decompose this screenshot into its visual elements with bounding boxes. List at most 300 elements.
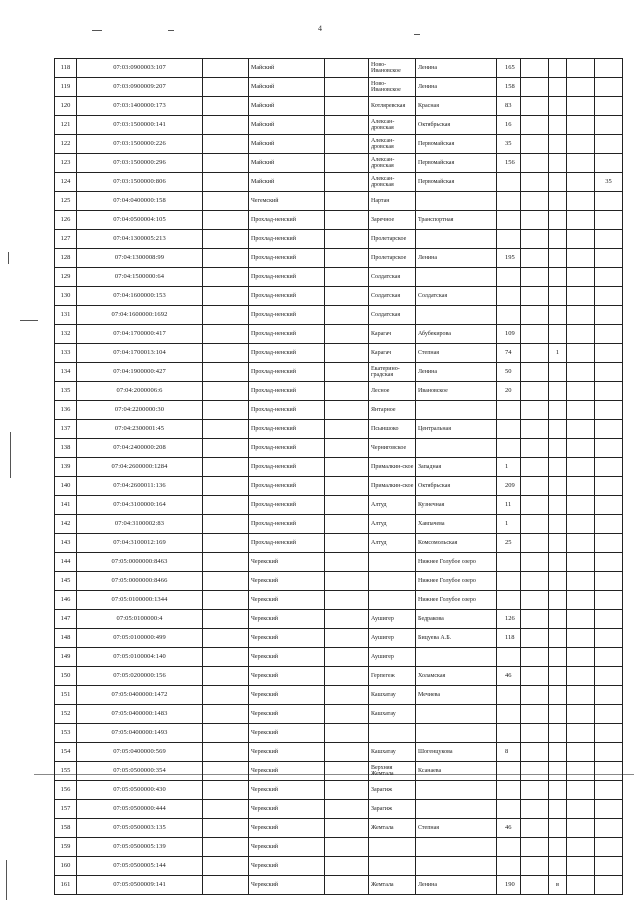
- settlement-cell: Зарагиж: [369, 800, 416, 819]
- apartment-cell: [595, 363, 623, 382]
- empty-cell: [521, 173, 549, 192]
- scan-mark-top-left: [92, 30, 102, 31]
- row-number-cell: 140: [55, 477, 77, 496]
- district-cell: Прохлад-ненский: [249, 496, 325, 515]
- street-cell: [416, 838, 497, 857]
- settlement-cell: Прималкин-ское: [369, 477, 416, 496]
- apartment-cell: [595, 534, 623, 553]
- table-body: [55, 59, 623, 895]
- table-row: [55, 59, 623, 78]
- empty-cell: [325, 306, 369, 325]
- cadastral-number-cell: 07:04:1300005:213: [77, 230, 203, 249]
- house-number-cell: 190: [497, 876, 521, 895]
- street-cell: Холамская: [416, 667, 497, 686]
- empty-cell: [567, 458, 595, 477]
- empty-cell: [325, 857, 369, 876]
- building-letter-cell: [549, 439, 567, 458]
- empty-cell: [325, 287, 369, 306]
- row-number-cell: 160: [55, 857, 77, 876]
- table-row: [55, 249, 623, 268]
- empty-cell: [325, 59, 369, 78]
- street-cell: Октябрьская: [416, 116, 497, 135]
- empty-cell: [203, 382, 249, 401]
- district-cell: Прохлад-ненский: [249, 458, 325, 477]
- house-number-cell: 118: [497, 629, 521, 648]
- empty-cell: [325, 268, 369, 287]
- empty-cell: [567, 192, 595, 211]
- empty-cell: [203, 325, 249, 344]
- apartment-cell: [595, 192, 623, 211]
- cadastral-number-cell: 07:03:1500000:141: [77, 116, 203, 135]
- table-row: [55, 192, 623, 211]
- district-cell: Прохлад-ненский: [249, 515, 325, 534]
- building-letter-cell: [549, 401, 567, 420]
- empty-cell: [203, 78, 249, 97]
- empty-cell: [567, 477, 595, 496]
- table-row: [55, 686, 623, 705]
- settlement-cell: Екатерино-градская: [369, 363, 416, 382]
- district-cell: Майский: [249, 135, 325, 154]
- cadastral-number-cell: 07:04:3100012:169: [77, 534, 203, 553]
- house-number-cell: [497, 173, 521, 192]
- cadastral-number-cell: 07:05:0500005:144: [77, 857, 203, 876]
- empty-cell: [325, 401, 369, 420]
- cadastral-number-cell: 07:05:0100000:499: [77, 629, 203, 648]
- house-number-cell: 8: [497, 743, 521, 762]
- apartment-cell: [595, 800, 623, 819]
- settlement-cell: Алексан-дровская: [369, 116, 416, 135]
- cadastral-number-cell: 07:05:0500005:139: [77, 838, 203, 857]
- row-number-cell: 137: [55, 420, 77, 439]
- empty-cell: [567, 439, 595, 458]
- row-number-cell: 152: [55, 705, 77, 724]
- empty-cell: [521, 211, 549, 230]
- empty-cell: [521, 724, 549, 743]
- cadastral-number-cell: 07:03:1500000:806: [77, 173, 203, 192]
- building-letter-cell: [549, 553, 567, 572]
- cadastral-number-cell: 07:05:0500000:444: [77, 800, 203, 819]
- empty-cell: [325, 230, 369, 249]
- table-row: [55, 363, 623, 382]
- table-row: [55, 268, 623, 287]
- house-number-cell: 165: [497, 59, 521, 78]
- settlement-cell: Солдатская: [369, 268, 416, 287]
- cadastral-number-cell: 07:04:2200000:30: [77, 401, 203, 420]
- cadastral-number-cell: 07:04:1600000:1692: [77, 306, 203, 325]
- apartment-cell: [595, 838, 623, 857]
- building-letter-cell: [549, 173, 567, 192]
- empty-cell: [521, 800, 549, 819]
- settlement-cell: Черниговское: [369, 439, 416, 458]
- empty-cell: [325, 838, 369, 857]
- row-number-cell: 131: [55, 306, 77, 325]
- apartment-cell: [595, 705, 623, 724]
- building-letter-cell: [549, 116, 567, 135]
- building-letter-cell: [549, 458, 567, 477]
- row-number-cell: 126: [55, 211, 77, 230]
- building-letter-cell: [549, 325, 567, 344]
- house-number-cell: [497, 648, 521, 667]
- empty-cell: [521, 572, 549, 591]
- row-number-cell: 144: [55, 553, 77, 572]
- settlement-cell: Котляревская: [369, 97, 416, 116]
- empty-cell: [521, 97, 549, 116]
- cadastral-number-cell: 07:04:1700000:417: [77, 325, 203, 344]
- street-cell: [416, 857, 497, 876]
- table-row: [55, 705, 623, 724]
- district-cell: Прохлад-ненский: [249, 534, 325, 553]
- row-number-cell: 129: [55, 268, 77, 287]
- district-cell: Прохлад-ненский: [249, 401, 325, 420]
- street-cell: [416, 724, 497, 743]
- street-cell: Ленина: [416, 363, 497, 382]
- district-cell: Черекский: [249, 629, 325, 648]
- empty-cell: [203, 705, 249, 724]
- empty-cell: [567, 135, 595, 154]
- table-row: [55, 781, 623, 800]
- empty-cell: [203, 572, 249, 591]
- table-row: [55, 724, 623, 743]
- empty-cell: [203, 249, 249, 268]
- row-number-cell: 141: [55, 496, 77, 515]
- apartment-cell: [595, 781, 623, 800]
- empty-cell: [203, 762, 249, 781]
- district-cell: Черекский: [249, 876, 325, 895]
- row-number-cell: 148: [55, 629, 77, 648]
- house-number-cell: [497, 686, 521, 705]
- empty-cell: [521, 401, 549, 420]
- empty-cell: [203, 553, 249, 572]
- house-number-cell: 46: [497, 819, 521, 838]
- empty-cell: [203, 154, 249, 173]
- apartment-cell: [595, 97, 623, 116]
- district-cell: Черекский: [249, 648, 325, 667]
- cadastral-number-cell: 07:04:0400000:158: [77, 192, 203, 211]
- empty-cell: [325, 876, 369, 895]
- building-letter-cell: [549, 135, 567, 154]
- building-letter-cell: в: [549, 876, 567, 895]
- empty-cell: [521, 876, 549, 895]
- empty-cell: [203, 192, 249, 211]
- building-letter-cell: [549, 648, 567, 667]
- apartment-cell: [595, 629, 623, 648]
- district-cell: Черекский: [249, 553, 325, 572]
- apartment-cell: [595, 762, 623, 781]
- empty-cell: [521, 629, 549, 648]
- empty-cell: [203, 439, 249, 458]
- cadastral-number-cell: 07:05:0200000:156: [77, 667, 203, 686]
- building-letter-cell: [549, 268, 567, 287]
- building-letter-cell: [549, 781, 567, 800]
- cadastral-number-cell: 07:04:2000006:6: [77, 382, 203, 401]
- house-number-cell: [497, 857, 521, 876]
- district-cell: Прохлад-ненский: [249, 344, 325, 363]
- apartment-cell: [595, 477, 623, 496]
- apartment-cell: [595, 154, 623, 173]
- row-number-cell: 143: [55, 534, 77, 553]
- cadastral-number-cell: 07:04:3100000:164: [77, 496, 203, 515]
- empty-cell: [325, 78, 369, 97]
- empty-cell: [203, 496, 249, 515]
- cadastral-number-cell: 07:03:1400000:173: [77, 97, 203, 116]
- building-letter-cell: [549, 154, 567, 173]
- apartment-cell: [595, 344, 623, 363]
- settlement-cell: Жемтала: [369, 876, 416, 895]
- house-number-cell: 156: [497, 154, 521, 173]
- empty-cell: [521, 857, 549, 876]
- empty-cell: [325, 667, 369, 686]
- table-row: [55, 458, 623, 477]
- house-number-cell: 16: [497, 116, 521, 135]
- empty-cell: [521, 838, 549, 857]
- district-cell: Майский: [249, 116, 325, 135]
- row-number-cell: 119: [55, 78, 77, 97]
- cadastral-number-cell: 07:05:0500000:430: [77, 781, 203, 800]
- street-cell: Нижнее Голубое озеро: [416, 553, 497, 572]
- empty-cell: [567, 743, 595, 762]
- building-letter-cell: [549, 211, 567, 230]
- settlement-cell: Алтуд: [369, 496, 416, 515]
- row-number-cell: 121: [55, 116, 77, 135]
- row-number-cell: 139: [55, 458, 77, 477]
- table-row: [55, 591, 623, 610]
- empty-cell: [521, 268, 549, 287]
- district-cell: Прохлад-ненский: [249, 439, 325, 458]
- row-number-cell: 128: [55, 249, 77, 268]
- building-letter-cell: [549, 705, 567, 724]
- settlement-cell: Зарагиж: [369, 781, 416, 800]
- row-number-cell: 150: [55, 667, 77, 686]
- empty-cell: [521, 325, 549, 344]
- empty-cell: [325, 154, 369, 173]
- empty-cell: [567, 819, 595, 838]
- empty-cell: [521, 648, 549, 667]
- empty-cell: [203, 401, 249, 420]
- cadastral-number-cell: 07:04:3100002:83: [77, 515, 203, 534]
- empty-cell: [521, 686, 549, 705]
- cadastral-number-cell: 07:04:1600000:153: [77, 287, 203, 306]
- empty-cell: [325, 382, 369, 401]
- row-number-cell: 132: [55, 325, 77, 344]
- cadastral-number-cell: 07:05:0500009:141: [77, 876, 203, 895]
- empty-cell: [521, 458, 549, 477]
- empty-cell: [521, 192, 549, 211]
- register-table: [54, 58, 623, 895]
- building-letter-cell: [549, 724, 567, 743]
- empty-cell: [203, 59, 249, 78]
- street-cell: Октябрьская: [416, 477, 497, 496]
- street-cell: [416, 306, 497, 325]
- scan-mark-left-edge-1: [8, 252, 9, 264]
- empty-cell: [325, 363, 369, 382]
- house-number-cell: 195: [497, 249, 521, 268]
- house-number-cell: [497, 724, 521, 743]
- empty-cell: [567, 724, 595, 743]
- scan-mark-left-edge-2: [10, 432, 11, 478]
- district-cell: Прохлад-ненский: [249, 477, 325, 496]
- empty-cell: [521, 154, 549, 173]
- empty-cell: [203, 534, 249, 553]
- row-number-cell: 149: [55, 648, 77, 667]
- house-number-cell: [497, 306, 521, 325]
- apartment-cell: [595, 857, 623, 876]
- empty-cell: [567, 496, 595, 515]
- cadastral-number-cell: 07:05:0400000:1483: [77, 705, 203, 724]
- apartment-cell: [595, 648, 623, 667]
- apartment-cell: [595, 325, 623, 344]
- building-letter-cell: [549, 591, 567, 610]
- house-number-cell: [497, 591, 521, 610]
- street-cell: Шогенцукова: [416, 743, 497, 762]
- street-cell: Транспортная: [416, 211, 497, 230]
- settlement-cell: [369, 572, 416, 591]
- empty-cell: [567, 325, 595, 344]
- house-number-cell: [497, 572, 521, 591]
- empty-cell: [203, 135, 249, 154]
- empty-cell: [567, 876, 595, 895]
- street-cell: Ленина: [416, 78, 497, 97]
- row-number-cell: 156: [55, 781, 77, 800]
- empty-cell: [521, 230, 549, 249]
- settlement-cell: Аушигер: [369, 629, 416, 648]
- empty-cell: [203, 857, 249, 876]
- empty-cell: [567, 800, 595, 819]
- building-letter-cell: [549, 496, 567, 515]
- apartment-cell: [595, 686, 623, 705]
- table-row: [55, 610, 623, 629]
- district-cell: Прохлад-ненский: [249, 325, 325, 344]
- table-row: [55, 420, 623, 439]
- district-cell: Прохлад-ненский: [249, 249, 325, 268]
- district-cell: Майский: [249, 173, 325, 192]
- empty-cell: [325, 686, 369, 705]
- district-cell: Черекский: [249, 819, 325, 838]
- street-cell: Первомайская: [416, 135, 497, 154]
- row-number-cell: 159: [55, 838, 77, 857]
- apartment-cell: [595, 230, 623, 249]
- cadastral-number-cell: 07:04:2600000:1284: [77, 458, 203, 477]
- empty-cell: [567, 382, 595, 401]
- settlement-cell: Алтуд: [369, 534, 416, 553]
- empty-cell: [325, 439, 369, 458]
- district-cell: Черекский: [249, 857, 325, 876]
- street-cell: Ивановское: [416, 382, 497, 401]
- empty-cell: [325, 553, 369, 572]
- row-number-cell: 145: [55, 572, 77, 591]
- apartment-cell: [595, 876, 623, 895]
- row-number-cell: 134: [55, 363, 77, 382]
- house-number-cell: [497, 420, 521, 439]
- building-letter-cell: [549, 534, 567, 553]
- empty-cell: [567, 401, 595, 420]
- empty-cell: [325, 325, 369, 344]
- empty-cell: [521, 762, 549, 781]
- settlement-cell: Солдатская: [369, 306, 416, 325]
- empty-cell: [203, 781, 249, 800]
- table-row: [55, 306, 623, 325]
- empty-cell: [325, 648, 369, 667]
- building-letter-cell: [549, 59, 567, 78]
- house-number-cell: 1: [497, 458, 521, 477]
- apartment-cell: [595, 382, 623, 401]
- table-row: [55, 135, 623, 154]
- row-number-cell: 158: [55, 819, 77, 838]
- table-row: [55, 819, 623, 838]
- empty-cell: [567, 154, 595, 173]
- apartment-cell: [595, 458, 623, 477]
- table-row: [55, 534, 623, 553]
- house-number-cell: 209: [497, 477, 521, 496]
- empty-cell: [203, 287, 249, 306]
- district-cell: Черекский: [249, 724, 325, 743]
- empty-cell: [567, 705, 595, 724]
- building-letter-cell: [549, 306, 567, 325]
- empty-cell: [325, 192, 369, 211]
- empty-cell: [203, 268, 249, 287]
- street-cell: Западная: [416, 458, 497, 477]
- settlement-cell: Карагач: [369, 344, 416, 363]
- street-cell: Солдатская: [416, 287, 497, 306]
- table-row: [55, 287, 623, 306]
- street-cell: Ленина: [416, 59, 497, 78]
- empty-cell: [567, 515, 595, 534]
- house-number-cell: 11: [497, 496, 521, 515]
- settlement-cell: Алексан-дровская: [369, 135, 416, 154]
- empty-cell: [325, 420, 369, 439]
- street-cell: Кузнечная: [416, 496, 497, 515]
- house-number-cell: [497, 287, 521, 306]
- empty-cell: [325, 249, 369, 268]
- apartment-cell: [595, 116, 623, 135]
- settlement-cell: Верхняя Жемтала: [369, 762, 416, 781]
- settlement-cell: Янтарное: [369, 401, 416, 420]
- street-cell: Комсомольская: [416, 534, 497, 553]
- cadastral-number-cell: 07:04:1700013:104: [77, 344, 203, 363]
- table-row: [55, 230, 623, 249]
- empty-cell: [325, 819, 369, 838]
- empty-cell: [567, 648, 595, 667]
- street-cell: Бицуева А.Б.: [416, 629, 497, 648]
- cadastral-number-cell: 07:05:0100000:4: [77, 610, 203, 629]
- building-letter-cell: [549, 192, 567, 211]
- empty-cell: [521, 743, 549, 762]
- empty-cell: [521, 534, 549, 553]
- settlement-cell: Солдатская: [369, 287, 416, 306]
- settlement-cell: Жемтала: [369, 819, 416, 838]
- empty-cell: [567, 667, 595, 686]
- street-cell: Центральная: [416, 420, 497, 439]
- settlement-cell: [369, 724, 416, 743]
- street-cell: Первомайская: [416, 173, 497, 192]
- table-row: [55, 78, 623, 97]
- house-number-cell: 74: [497, 344, 521, 363]
- building-letter-cell: [549, 800, 567, 819]
- district-cell: Черекский: [249, 743, 325, 762]
- empty-cell: [325, 743, 369, 762]
- table-row: [55, 173, 623, 192]
- district-cell: Прохлад-ненский: [249, 287, 325, 306]
- empty-cell: [567, 610, 595, 629]
- apartment-cell: [595, 135, 623, 154]
- district-cell: Чегемский: [249, 192, 325, 211]
- house-number-cell: [497, 230, 521, 249]
- house-number-cell: 20: [497, 382, 521, 401]
- house-number-cell: [497, 705, 521, 724]
- district-cell: Черекский: [249, 667, 325, 686]
- district-cell: Черекский: [249, 800, 325, 819]
- apartment-cell: [595, 572, 623, 591]
- table-row: [55, 838, 623, 857]
